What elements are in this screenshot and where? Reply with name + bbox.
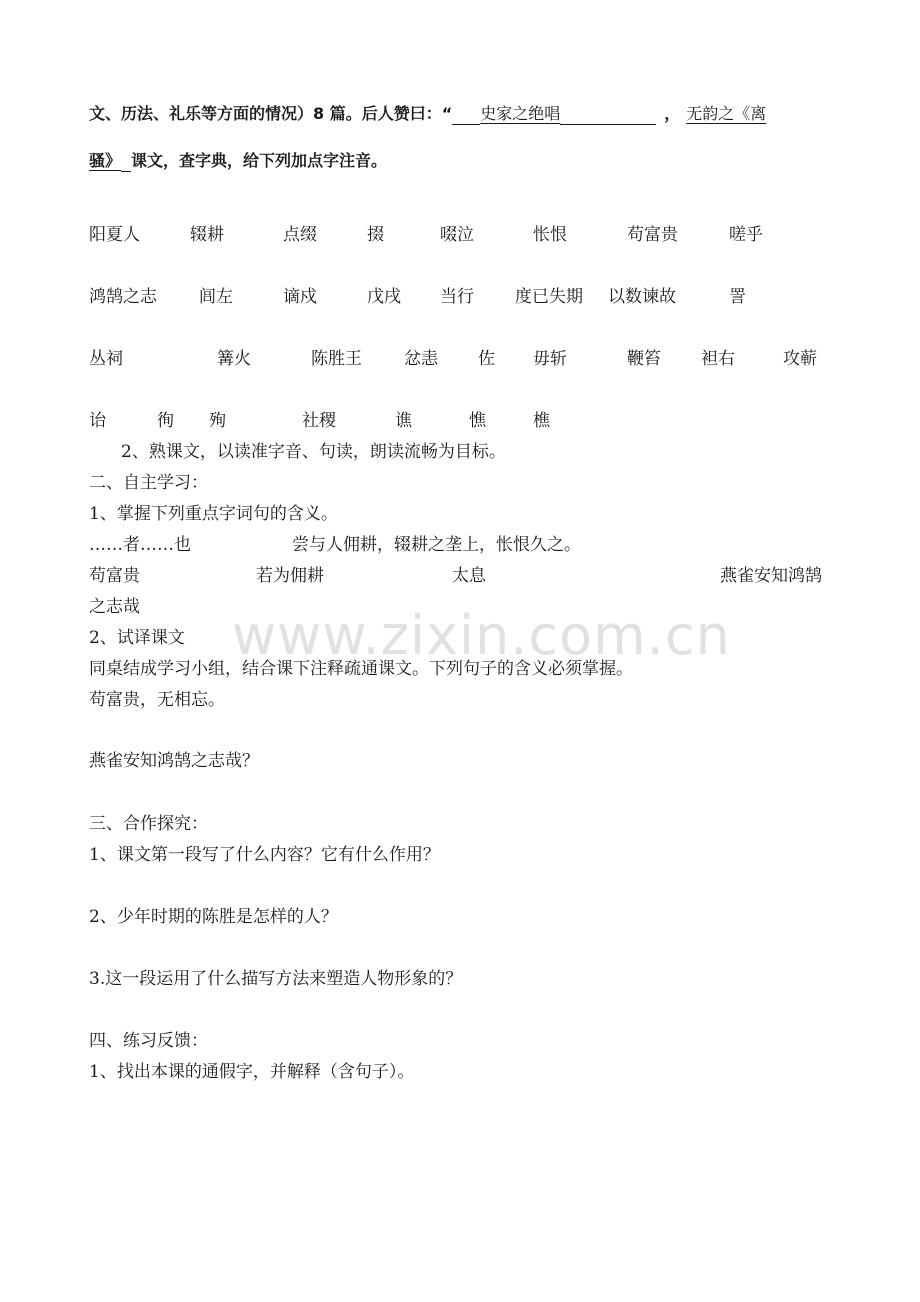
comma: ， — [664, 104, 681, 123]
word-item: 毋斩 — [533, 349, 567, 369]
section-2-item-1-c: 苟富贵 — [89, 566, 140, 586]
word-item: 闾左 — [199, 287, 233, 307]
section-2-item-2: 2、试译课文 — [89, 628, 185, 648]
word-item: 鞭笞 — [627, 349, 661, 369]
blank-underline — [452, 106, 480, 125]
word-item: 苟富贵 — [627, 225, 678, 245]
instruction-text: 课文，查字典，给下列加点字注音。 — [131, 151, 388, 170]
sentence-1: 苟富贵，无相忘。 — [89, 690, 225, 710]
section-2-item-2-desc: 同桌结成学习小组，结合课下注释疏通课文。下列句子的含义必须掌握。 — [89, 659, 633, 679]
word-item: 袒右 — [701, 349, 735, 369]
sentence-2: 燕雀安知鸿鹄之志哉？ — [89, 751, 259, 771]
word-item: 樵 — [533, 411, 550, 431]
section-2-item-1: 1、掌握下列重点字词句的含义。 — [89, 504, 338, 524]
word-item: 谪戍 — [283, 287, 317, 307]
word-item: 怅恨 — [533, 225, 567, 245]
intro-line-1 — [89, 103, 766, 125]
section-2-item-1-e: 太息 — [452, 566, 486, 586]
blank-underline — [121, 153, 131, 172]
word-item: 诒 — [89, 411, 106, 431]
word-item: 忿恚 — [404, 349, 438, 369]
section-4-title: 四、练习反馈： — [89, 1031, 208, 1051]
section-2-title: 二、自主学习： — [89, 473, 208, 493]
section-3-q2: 2、少年时期的陈胜是怎样的人？ — [89, 907, 338, 927]
section-3-q3: 3.这一段运用了什么描写方法来塑造人物形象的？ — [89, 969, 463, 989]
section-4-q1: 1、找出本课的通假字，并解释（含句子）。 — [89, 1062, 415, 1082]
blank-underline — [560, 106, 656, 125]
word-item: 度已失期 — [515, 287, 583, 307]
word-item: 篝火 — [217, 349, 251, 369]
word-item: 攻蕲 — [783, 349, 817, 369]
word-item: 憔 — [469, 411, 486, 431]
word-item: 掇 — [367, 225, 384, 245]
quote-answer-2: 无韵之《离 — [686, 104, 767, 123]
section-2-item-1-g: 之志哉 — [89, 597, 140, 617]
word-item: 阳夏人 — [89, 225, 140, 245]
word-item: 陈胜王 — [311, 349, 362, 369]
section-2-item-1-f: 燕雀安知鸿鹄 — [720, 566, 822, 586]
word-item: 社稷 — [302, 411, 336, 431]
word-item: 殉 — [209, 411, 226, 431]
word-item: 当行 — [440, 287, 474, 307]
section-3-title: 三、合作探究： — [89, 814, 208, 834]
watermark: www.zixin.com.cn — [232, 604, 731, 667]
quote-answer-1: 史家之绝唱 — [480, 104, 561, 123]
intro-line-2 — [89, 150, 387, 172]
task-2: 2、熟课文，以读准字音、句读，朗读流畅为目标。 — [121, 442, 506, 462]
section-2-item-1-d: 若为佣耕 — [256, 566, 324, 586]
word-item: 谯 — [395, 411, 412, 431]
word-item: 点缀 — [283, 225, 317, 245]
word-item: 詈 — [729, 287, 746, 307]
word-item: 戊戌 — [367, 287, 401, 307]
section-2-item-1-a: ……者……也 — [89, 535, 191, 555]
word-item: 啜泣 — [440, 225, 474, 245]
word-item: 丛祠 — [89, 349, 123, 369]
word-item: 鸿鹄之志 — [89, 287, 157, 307]
word-item: 佐 — [478, 349, 495, 369]
title-fragment: 骚》 — [89, 151, 122, 170]
word-item: 嗟乎 — [729, 225, 763, 245]
section-2-item-1-b: 尝与人佣耕，辍耕之垄上，怅恨久之。 — [292, 535, 581, 555]
word-item: 以数谏故 — [608, 287, 676, 307]
section-3-q1: 1、课文第一段写了什么内容？它有什么作用？ — [89, 845, 440, 865]
word-item: 徇 — [157, 411, 174, 431]
word-item: 辍耕 — [190, 225, 224, 245]
intro-text: 文、历法、礼乐等方面的情况）8 篇。后人赞曰：“ — [89, 104, 453, 123]
